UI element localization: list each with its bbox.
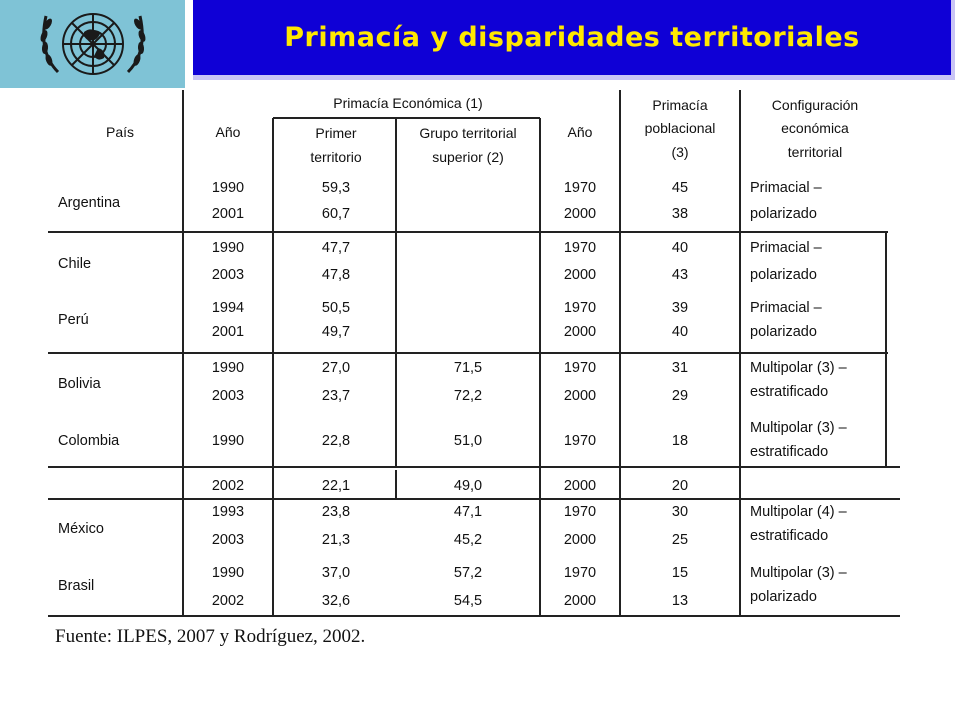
- cell-primacia-poblacional: 38: [671, 206, 689, 222]
- cell-anio-1: 1990: [211, 360, 245, 376]
- cell-primer-territorio: 47,8: [321, 267, 351, 283]
- header-grupo-territorial-2: superior (2): [432, 149, 504, 165]
- cell-primacia-poblacional: 31: [671, 360, 689, 376]
- table-row: [58, 504, 848, 537]
- table-row: [58, 300, 823, 328]
- table-row: [212, 206, 817, 222]
- cell-primacia-poblacional: 43: [671, 267, 689, 283]
- cell-grupo-territorial: 47,1: [453, 504, 483, 520]
- cell-anio-2: 2000: [563, 532, 597, 548]
- table-row: [212, 478, 688, 494]
- cell-anio-2: 1970: [563, 433, 597, 449]
- header-anio-1: Año: [215, 124, 241, 140]
- cell-primacia-poblacional: 30: [671, 504, 689, 520]
- cell-grupo-territorial: 71,5: [453, 360, 483, 376]
- cell-primacia-poblacional: 13: [671, 593, 689, 609]
- cell-primer-territorio: 21,3: [321, 532, 351, 548]
- table-row: [58, 360, 848, 392]
- cell-primacia-poblacional: 40: [671, 240, 689, 256]
- cell-anio-1: 2003: [211, 532, 245, 548]
- cell-anio-2: 1970: [563, 240, 597, 256]
- cell-primacia-poblacional: 39: [671, 300, 689, 316]
- cell-anio-1: 1994: [211, 300, 245, 316]
- cell-primer-territorio: 32,6: [321, 593, 351, 609]
- cell-primer-territorio: 47,7: [321, 240, 351, 256]
- cell-anio-1: 2001: [211, 324, 245, 340]
- cell-primacia-poblacional: 45: [671, 180, 689, 196]
- table-row: [212, 324, 817, 340]
- table-row: [58, 565, 848, 594]
- cell-configuracion: Primacial –: [750, 300, 822, 316]
- cell-primer-territorio: 23,7: [321, 388, 351, 404]
- cell-anio-2: 2000: [563, 478, 597, 494]
- cell-anio-2: 1970: [563, 180, 597, 196]
- cell-primacia-poblacional: 18: [671, 433, 689, 449]
- cell-configuracion: estratificado: [750, 528, 829, 544]
- cell-configuracion: Multipolar (3) –: [750, 565, 847, 581]
- header-primacia-poblacional-2: poblacional: [644, 120, 716, 136]
- cell-primer-territorio: 23,8: [321, 504, 351, 520]
- header-pais: País: [105, 124, 135, 140]
- cell-primer-territorio: 22,8: [321, 433, 351, 449]
- cell-primacia-poblacional: 20: [671, 478, 689, 494]
- table-row: [58, 240, 823, 272]
- cell-anio-2: 2000: [563, 267, 597, 283]
- cell-pais: Brasil: [58, 578, 95, 594]
- cell-pais: Colombia: [58, 433, 120, 449]
- header-primacia-economica: Primacía Económica (1): [333, 95, 483, 111]
- cell-configuracion: polarizado: [750, 324, 817, 340]
- cell-anio-2: 2000: [563, 206, 597, 222]
- cell-anio-1: 1990: [211, 240, 245, 256]
- cell-anio-2: 2000: [563, 324, 597, 340]
- cell-primer-territorio: 50,5: [321, 300, 351, 316]
- cell-grupo-territorial: 54,5: [453, 593, 483, 609]
- cell-configuracion: estratificado: [750, 444, 829, 460]
- cell-primer-territorio: 60,7: [321, 206, 351, 222]
- header-grupo-territorial-1: Grupo territorial: [419, 125, 517, 141]
- cell-anio-1: 2002: [211, 478, 245, 494]
- cell-anio-2: 2000: [563, 593, 597, 609]
- cell-anio-2: 1970: [563, 360, 597, 376]
- header-configuracion-3: territorial: [787, 144, 843, 160]
- table-row: [212, 384, 828, 404]
- cell-configuracion: polarizado: [750, 206, 817, 222]
- cell-primacia-poblacional: 25: [671, 532, 689, 548]
- cell-pais: Argentina: [58, 195, 121, 211]
- table-row: [212, 589, 817, 609]
- cell-configuracion: Multipolar (3) –: [750, 360, 847, 376]
- cell-primacia-poblacional: 29: [671, 388, 689, 404]
- cell-anio-1: 2001: [211, 206, 245, 222]
- table-row: [212, 267, 817, 283]
- cell-pais: México: [58, 521, 104, 537]
- header-configuracion-1: Configuración: [771, 97, 859, 113]
- cell-pais: Bolivia: [58, 376, 101, 392]
- cell-anio-1: 1990: [211, 565, 245, 581]
- cell-anio-1: 1990: [211, 433, 245, 449]
- cell-primer-territorio: 37,0: [321, 565, 351, 581]
- table-row: [212, 528, 828, 548]
- cell-primer-territorio: 59,3: [321, 180, 351, 196]
- cell-pais: Chile: [58, 256, 92, 272]
- cell-anio-1: 2003: [211, 267, 245, 283]
- cell-anio-1: 1990: [211, 180, 245, 196]
- cell-anio-2: 2000: [563, 388, 597, 404]
- cell-configuracion: polarizado: [750, 589, 817, 605]
- cell-grupo-territorial: 49,0: [453, 478, 483, 494]
- cell-configuracion: estratificado: [750, 384, 829, 400]
- cell-anio-1: 2003: [211, 388, 245, 404]
- header-primer-territorio-1: Primer: [315, 125, 357, 141]
- slide-title: Primacía y disparidades territoriales: [284, 22, 860, 53]
- table-row: [750, 444, 828, 460]
- cell-grupo-territorial: 51,0: [453, 433, 483, 449]
- cell-grupo-territorial: 57,2: [453, 565, 483, 581]
- cell-anio-1: 1993: [211, 504, 245, 520]
- header-anio-2: Año: [567, 124, 593, 140]
- header-primer-territorio-2: territorio: [310, 149, 362, 165]
- cell-configuracion: polarizado: [750, 267, 817, 283]
- cell-configuracion: Multipolar (3) –: [750, 420, 847, 436]
- table-row: [58, 420, 848, 449]
- cell-configuracion: Primacial –: [750, 180, 822, 196]
- cell-anio-2: 1970: [563, 300, 597, 316]
- header-primacia-poblacional-1: Primacía: [652, 97, 708, 113]
- table-body: [58, 180, 848, 609]
- cell-anio-1: 2002: [211, 593, 245, 609]
- header-configuracion-2: económica: [781, 120, 849, 136]
- source-note: Fuente: ILPES, 2007 y Rodríguez, 2002.: [55, 626, 366, 647]
- cell-configuracion: Primacial –: [750, 240, 822, 256]
- cell-anio-2: 1970: [563, 565, 597, 581]
- cell-primer-territorio: 22,1: [321, 478, 351, 494]
- cell-anio-2: 1970: [563, 504, 597, 520]
- cell-grupo-territorial: 72,2: [453, 388, 483, 404]
- cell-primacia-poblacional: 40: [671, 324, 689, 340]
- header-primacia-poblacional-3: (3): [671, 144, 689, 160]
- cell-grupo-territorial: 45,2: [453, 532, 483, 548]
- cell-primer-territorio: 27,0: [321, 360, 351, 376]
- cell-primacia-poblacional: 15: [671, 565, 689, 581]
- table-row: [58, 180, 823, 211]
- cell-primer-territorio: 49,7: [321, 324, 351, 340]
- cell-pais: Perú: [58, 312, 89, 328]
- cell-configuracion: Multipolar (4) –: [750, 504, 847, 520]
